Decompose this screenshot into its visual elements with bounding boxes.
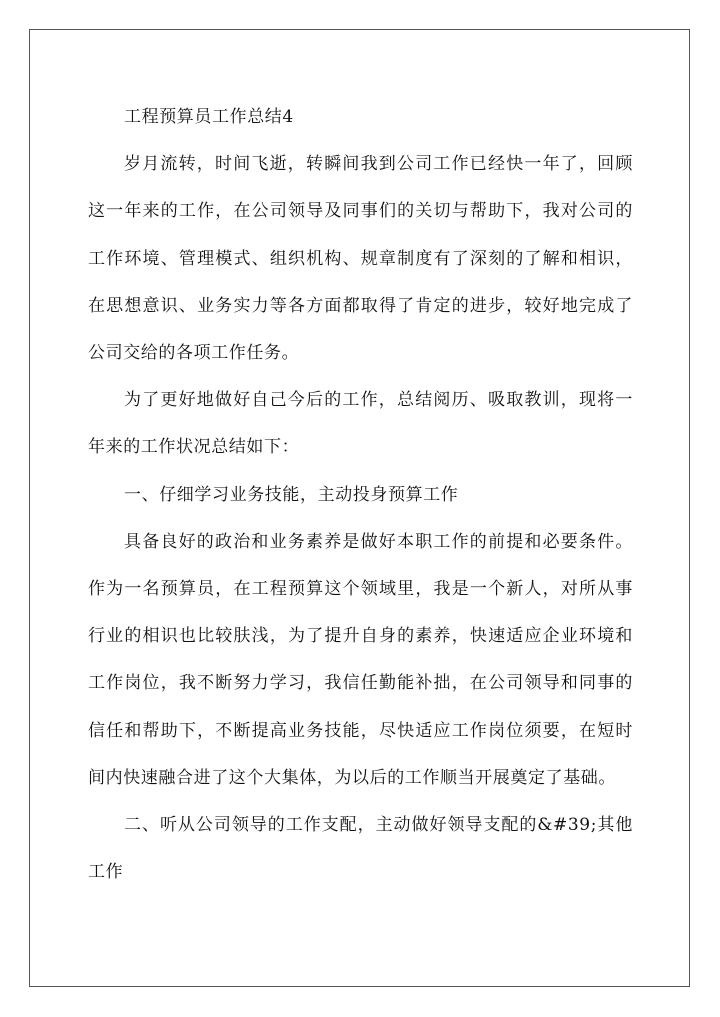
- paragraph-summary-lead: 为了更好地做好自己今后的工作，总结阅历、吸取教训，现将一年来的工作状况总结如下：: [88, 390, 633, 458]
- paragraph-intro: 岁月流转，时间飞逝，转瞬间我到公司工作已经快一年了，回顾这一年来的工作，在公司领导及同事们的关切与帮助下，我对公司的工作环境、管理模式、组织机构、规章制度有了深刻的了解和相识，在思想意识、业务实力等各方面都取得了肯定的进步，较好地完成了公司交给的各项工作任务。: [88, 154, 633, 364]
- document-body: [88, 94, 633, 896]
- paragraph-section-1: 具备良好的政治和业务素养是做好本职工作的前提和必要条件。作为一名预算员，在工程预算这个领域里，我是一个新人，对所从事行业的相识也比较肤浅，为了提升自身的素养，快速适应企业环境和工作岗位，我不断努力学习，我信任勤能补拙，在公司领导和同事的信任和帮助下，不断提高业务技能，尽快适应工作岗位须要，在短时间内快速融合进了这个大集体，为以后的工作顺当开展奠定了基础。: [88, 531, 633, 788]
- section-heading-1: 一、仔细学习业务技能，主动投身预算工作: [124, 484, 459, 505]
- section-heading-2: 二、听从公司领导的工作支配，主动做好领导支配的&#39;其他工作: [88, 815, 633, 883]
- document-title: 工程预算员工作总结4: [124, 107, 294, 127]
